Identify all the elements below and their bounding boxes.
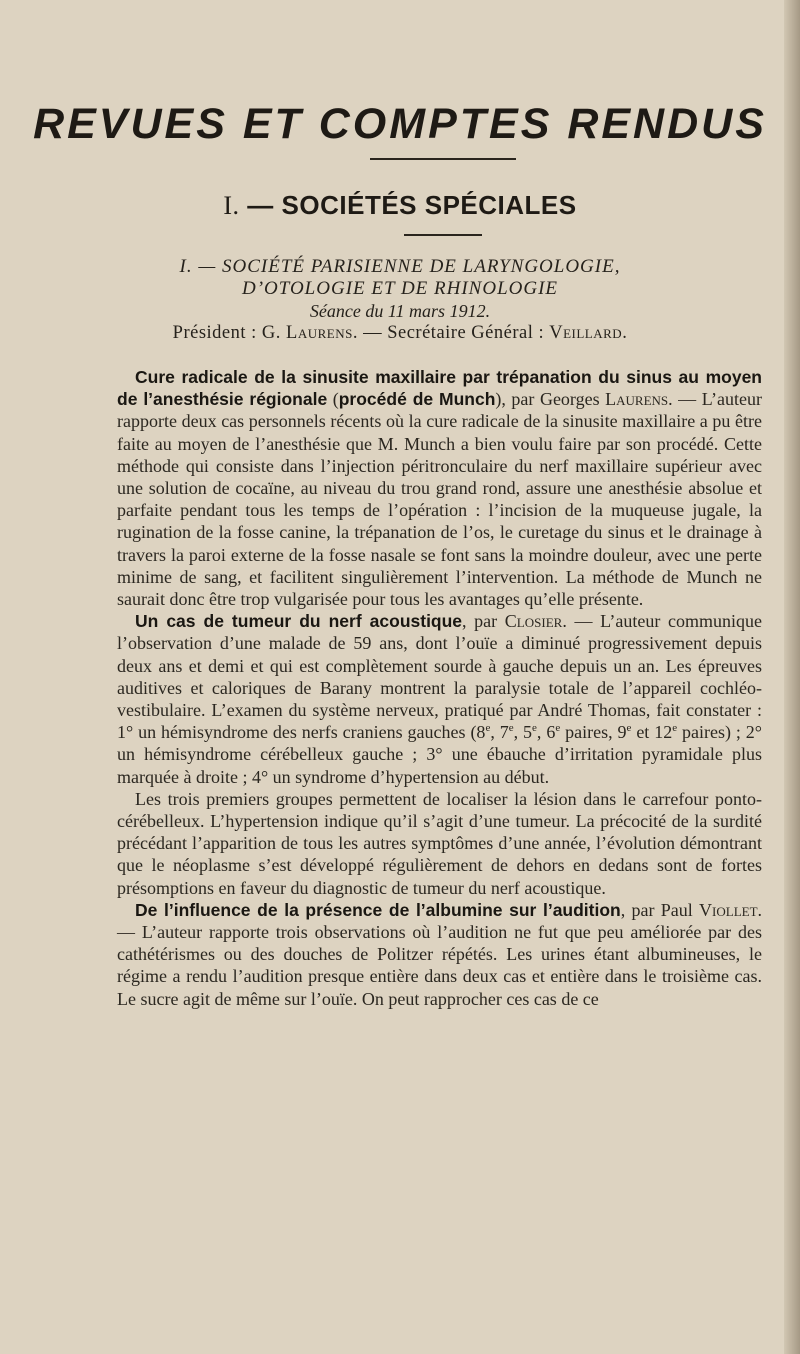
article-3-by: , par Paul: [620, 899, 700, 920]
society-name-line2: D’OTOLOGIE ET DE RHINOLOGIE: [241, 278, 559, 299]
article-1-author: Laurens: [605, 389, 669, 410]
running-header-title: REVUES ET COMPTES RENDUS: [33, 100, 767, 148]
article-1-heading: Cure radicale de la sinusite maxillaire par trépanation du sinus au moyen de l’anesthésie régionale: [117, 367, 762, 410]
article-1-text: . — L’auteur rapporte deux cas personnels récents où la cure radicale de la sinusite maxillaire a pu être faite au moyen de l’anesthésie que M. Munch a bien voulu faire par son procédé. Cette méthode qui consiste dans l’injection péritronculaire du nerf maxillaire supérieur avec une solution de cocaïne, au niveau du trou grand rond, assure une anesthésie absolue et parfaite pendant tous les temps de l’opération : l’incision de la muqueuse jugale, la rugination de la fosse canine, la trépanation de l’os, le curetage du sinus et le drainage à travers la paroi externe de la fosse nasale se font sans la moindre douleur, avec une perte minime de sang, et facilitent singulièrement l’intervention. La méthode de Munch ne saurait donc être trop vulgarisée pour tous les avantages qu’elle présente.: [117, 389, 763, 610]
article-2-text-b: paires) ; 2° un hémisyndrome cérébelleux gauche ; 3° une ébauche d’irritation pyramidale plus marquée à droite ; 4° un syndrome d’hypertension au début.: [117, 722, 762, 787]
article-1-heading-method: procédé de Munch: [338, 389, 496, 410]
section-title: [0, 190, 800, 221]
text-frag-6: et 12: [631, 722, 673, 743]
secretary-label: . — Secrétaire Général :: [352, 323, 545, 343]
sup-4: e: [555, 722, 561, 735]
article-3: [117, 899, 762, 1010]
article-2-by: , par: [462, 611, 505, 632]
section-title-text: SOCIÉTÉS SPÉCIALES: [281, 190, 577, 220]
secretary-end: .: [622, 323, 628, 343]
society-block: [0, 256, 800, 344]
section-dash: —: [247, 190, 282, 220]
text-frag-2: , 7: [490, 722, 509, 743]
section-number: I.: [223, 191, 240, 220]
article-3-text: . — L’auteur rapporte trois observations où l’audition ne fut que peu améliorée par des cathétérismes ou des douches de Politzer répétés. Les urines étant albumineuses, le régime a rendu l’audition presque entière dans deux cas et entière dans le troisième cas. Le sucre agit de même sur l’ouïe. On peut rapprocher ces cas de ce: [117, 899, 763, 1009]
society-name-line1: I. — SOCIÉTÉ PARISIENNE DE LARYNGOLOGIE,: [179, 256, 621, 277]
sup-6: e: [672, 722, 678, 735]
president-name: Laurens: [286, 323, 353, 343]
text-frag-3: , 5: [513, 722, 533, 743]
article-2-heading: Un cas de tumeur du nerf acoustique: [135, 611, 463, 632]
article-1-paren-open: (: [327, 389, 339, 410]
article-3-heading: De l’influence de la présence de l’albumine sur l’audition: [135, 899, 621, 920]
article-1-by: ), par Georges: [495, 389, 606, 410]
sup-5: e: [626, 722, 632, 735]
article-1: [117, 366, 762, 610]
article-2-author: Closier: [504, 611, 563, 632]
article-3-author: Viollet: [699, 899, 758, 920]
sup-1: e: [485, 722, 491, 735]
article-2: [117, 610, 762, 788]
text-frag-4: , 6: [536, 722, 556, 743]
text-frag-5: paires, 9: [560, 722, 627, 743]
sup-3: e: [532, 722, 537, 735]
section-underline: [404, 234, 482, 236]
sup-2: e: [508, 722, 514, 735]
secretary-name: Veillard: [549, 323, 623, 343]
president-label: Président : G.: [172, 323, 281, 343]
header-underline: [370, 158, 516, 160]
officers-line: [0, 322, 800, 344]
session-date: Séance du 11 mars 1912.: [309, 301, 491, 321]
article-body: [117, 366, 762, 1010]
article-2-paragraph-2: Les trois premiers groupes permettent de localiser la lésion dans le carrefour ponto-cérébelleux. L’hypertension indique qu’il s’agit d’une tumeur. La précocité de la surdité précédant l’apparition de tous les autres symptômes d’une année, l’évolution démontrant que le néoplasme s’est développé régulièrement de dehors en dedans sont de fortes présomptions en faveur du diagnostic de tumeur du nerf acoustique.: [117, 788, 762, 898]
article-2-text-a: . — L’auteur communique l’observation d’une malade de 59 ans, dont l’ouïe a diminué progressivement depuis deux ans et demi et qui est complètement sourde à gauche depuis un an. Les épreuves auditives et caloriques de Barany montrent la paralysie totale de l’appareil cochléo-vestibulaire. L’examen du système nerveux, pratiqué par André Thomas, fait constater : 1° un hémisyndrome des nerfs craniens gauches (8: [117, 611, 763, 743]
